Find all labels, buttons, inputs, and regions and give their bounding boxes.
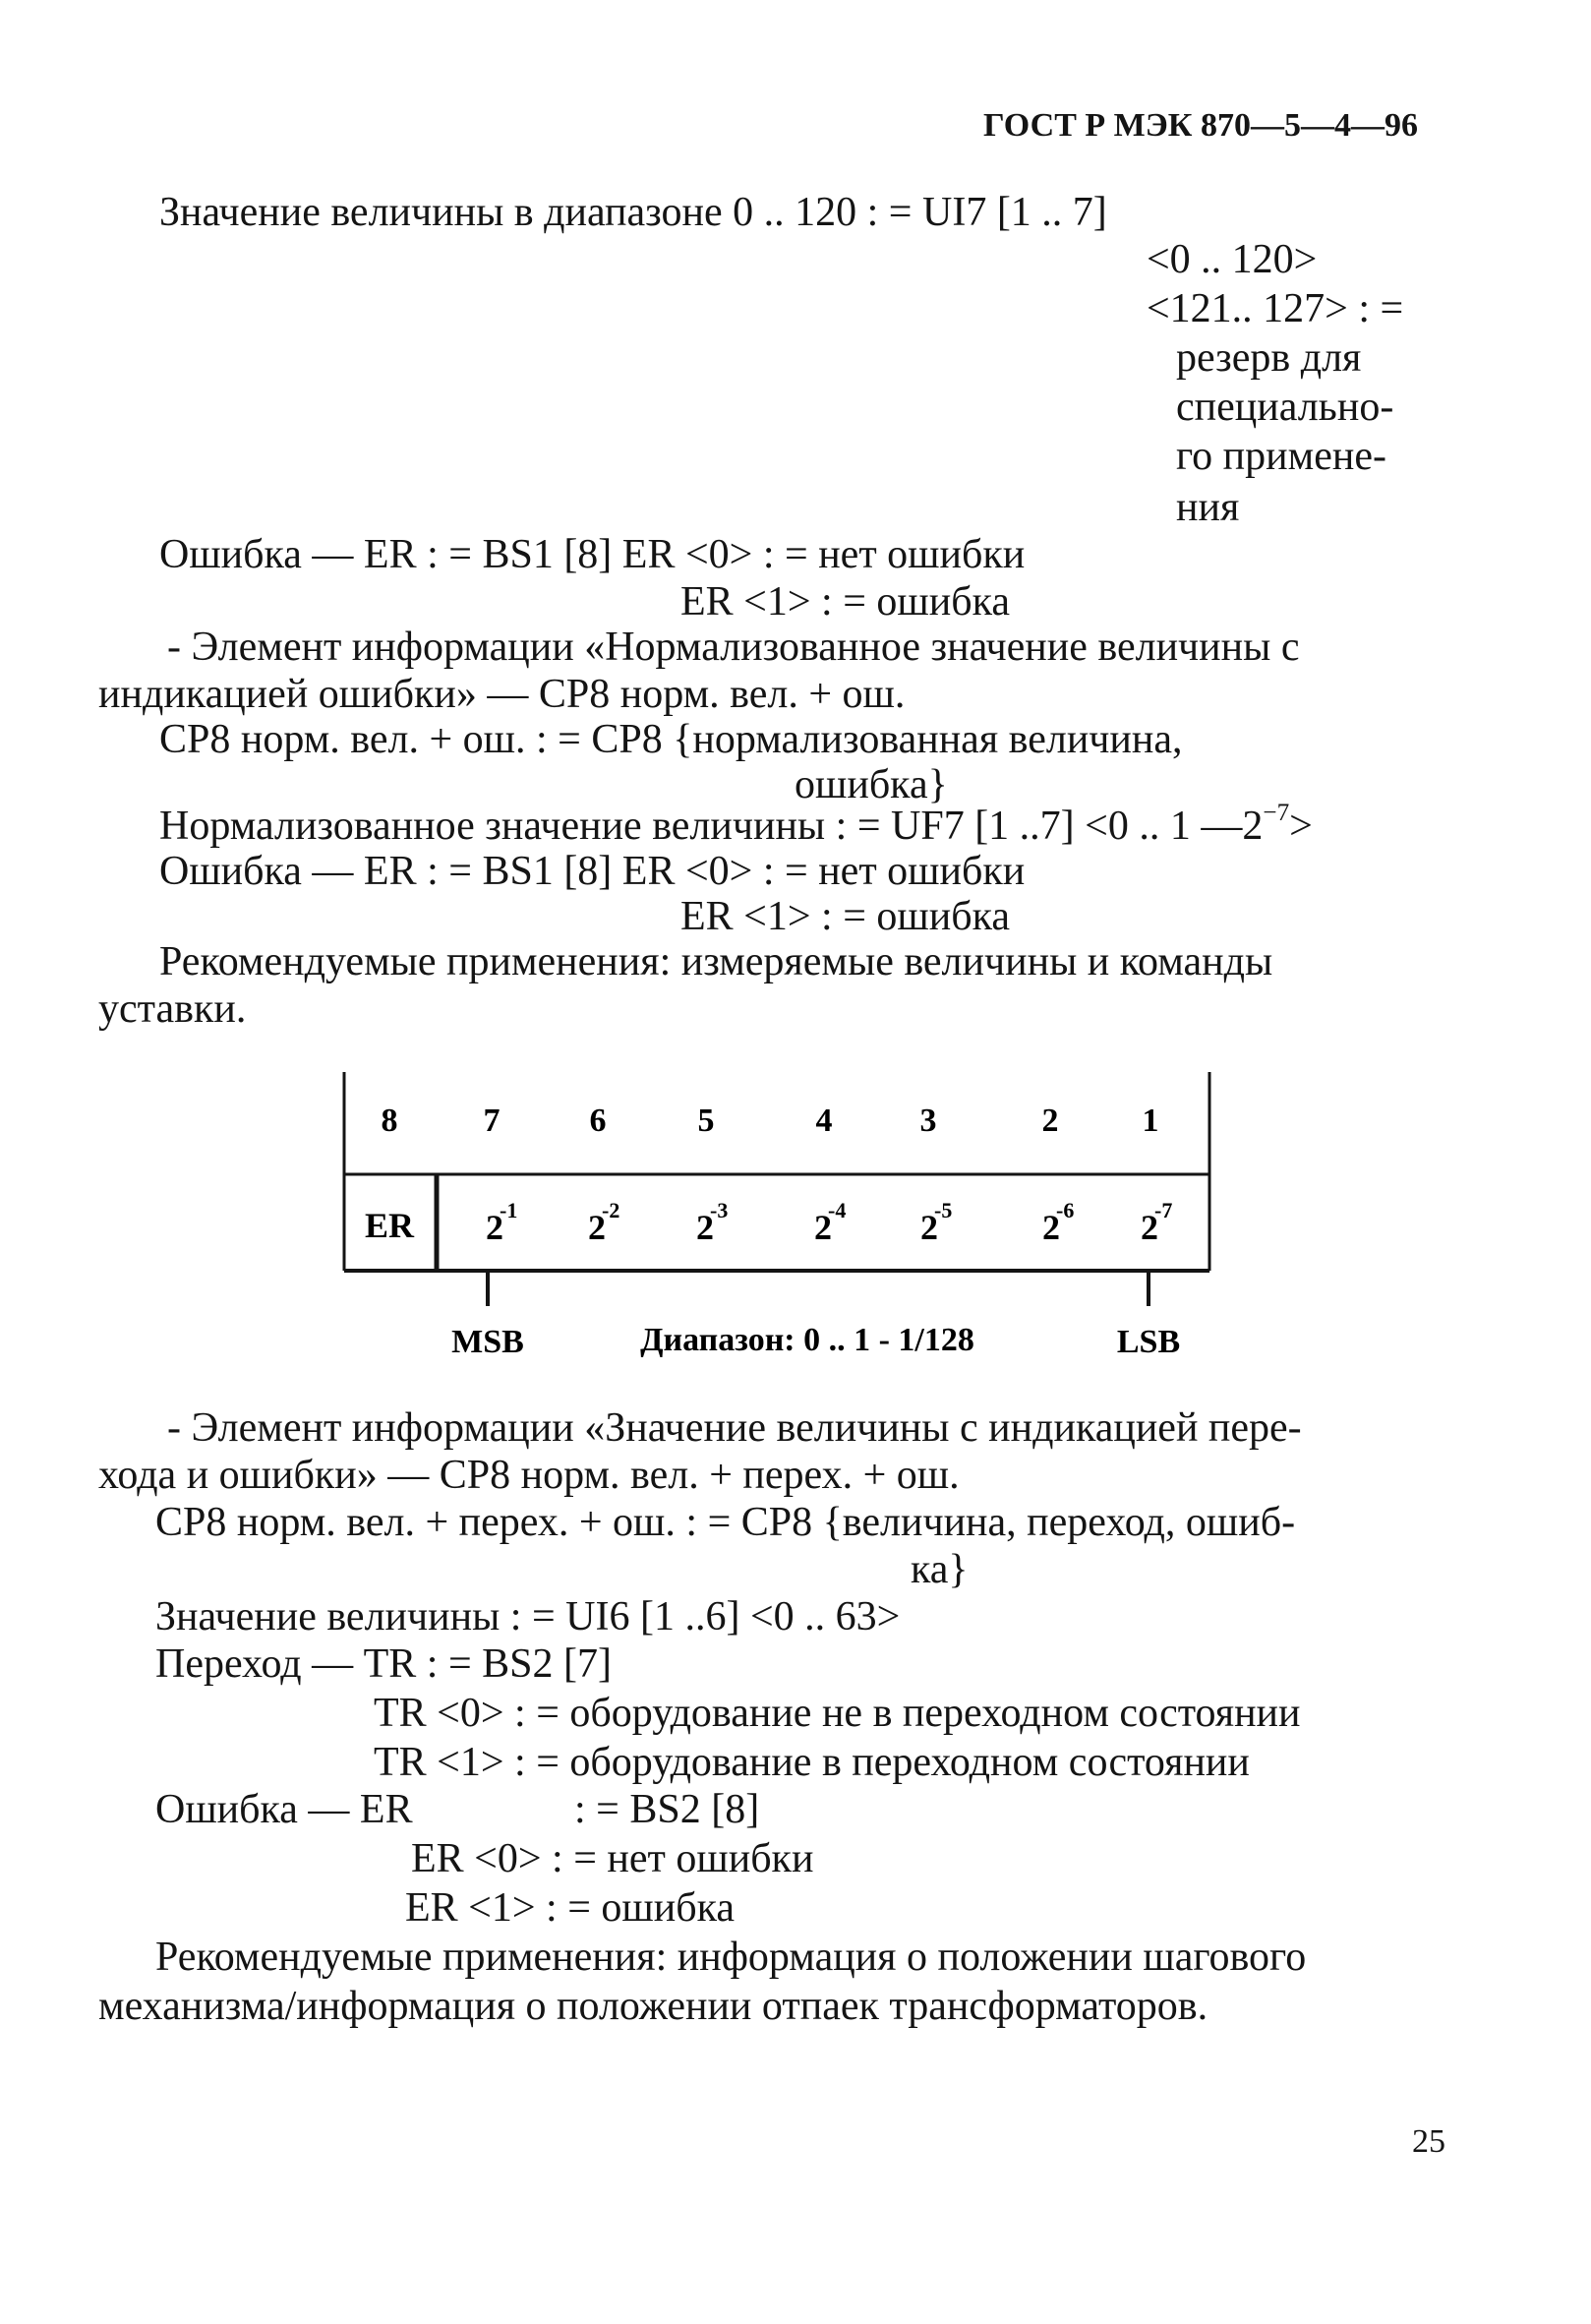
text-line: Рекомендуемые применения: измеряемые величины и команды: [159, 939, 1273, 984]
text-line: : = BS2 [8]: [574, 1787, 760, 1832]
text-line: TR <1> : = оборудование в переходном состоянии: [374, 1740, 1250, 1785]
text-line: ER <1> : = ошибка: [680, 579, 1010, 625]
text-line: ошибка}: [795, 762, 948, 807]
text-line: [159, 800, 1313, 850]
bit-number: 8: [381, 1102, 398, 1139]
diagram-frame: [344, 1072, 1209, 1306]
text-line: резерв для: [1176, 335, 1362, 381]
bit-weight: [1141, 1198, 1172, 1247]
bit-number: 5: [697, 1102, 715, 1139]
text-line: <0 .. 120>: [1147, 237, 1318, 282]
bit-number: 4: [815, 1102, 833, 1139]
range-label: Диапазон: 0 .. 1 - 1/128: [640, 1322, 974, 1358]
text-line: Ошибка — ER: [155, 1787, 413, 1832]
bit-number: 6: [589, 1102, 607, 1139]
text-line: Рекомендуемые применения: информация о положении шагового: [155, 1935, 1307, 1980]
bit-weight-exponent: -3: [710, 1198, 729, 1222]
bit-weight-base: 2: [588, 1208, 606, 1247]
bit-weight-exponent: -7: [1154, 1198, 1173, 1222]
text-line: хода и ошибки» — СР8 норм. вел. + перех. + ош.: [98, 1453, 960, 1498]
bit-weight: [696, 1198, 728, 1247]
bit-weight-base: 2: [696, 1208, 714, 1247]
bit-weight-exponent: -5: [934, 1198, 953, 1222]
bit-number: 1: [1142, 1102, 1159, 1139]
text-line: специально-: [1176, 385, 1394, 430]
bit-weight-exponent: -2: [602, 1198, 620, 1222]
bit-weight-exponent: -4: [828, 1198, 847, 1222]
text-line: индикацией ошибки» — СР8 норм. вел. + ош.: [98, 672, 906, 717]
bit-weight-base: 2: [920, 1208, 938, 1247]
bit-number: 3: [919, 1102, 937, 1139]
bit-weight-base: 2: [814, 1208, 832, 1247]
formula-text: Нормализованное значение величины : = UF7 [1 ..7] <0 .. 1 —2: [159, 804, 1264, 849]
text-line: СР8 норм. вел. + перех. + ош. : = СР8 {величина, переход, ошиб-: [155, 1500, 1296, 1545]
bit-weight: [920, 1198, 952, 1247]
bit-number: 2: [1041, 1102, 1059, 1139]
bit-weight: [814, 1198, 846, 1247]
er-cell-label: ER: [364, 1206, 415, 1245]
text-line: механизма/информация о положении отпаек трансформаторов.: [98, 1984, 1208, 2029]
bit-weight-base: 2: [1042, 1208, 1060, 1247]
bit-number: 7: [483, 1102, 501, 1139]
text-line: Значение величины в диапазоне 0 .. 120 : = UI7 [1 .. 7]: [159, 190, 1107, 235]
msb-label: MSB: [451, 1324, 524, 1360]
bit-weight-base: 2: [486, 1208, 503, 1247]
text-line: ка}: [911, 1547, 969, 1592]
text-line: TR <0> : = оборудование не в переходном состоянии: [374, 1691, 1301, 1736]
bit-weight-exponent: -6: [1056, 1198, 1075, 1222]
bit-weight: [486, 1198, 517, 1247]
page-number: 25: [1412, 2123, 1445, 2160]
bit-number-row: [382, 1102, 1159, 1139]
text-line: уставки.: [98, 986, 247, 1032]
text-line: Значение величины : = UI6 [1 ..6] <0 .. 63>: [155, 1594, 901, 1639]
lsb-label: LSB: [1116, 1324, 1181, 1360]
text-line: ER <1> : = ошибка: [680, 894, 1010, 939]
text-line: Переход — TR : = BS2 [7]: [155, 1641, 612, 1687]
text-line: Ошибка — ER : = BS1 [8] ER <0> : = нет ошибки: [159, 532, 1026, 577]
formula-exponent: −7: [1263, 800, 1290, 827]
text-line: - Элемент информации «Значение величины с индикацией пере-: [167, 1405, 1302, 1451]
bit-weight-row: [486, 1198, 1172, 1247]
bit-weight-base: 2: [1141, 1208, 1158, 1247]
document-header: ГОСТ Р МЭК 870—5—4—96: [983, 107, 1418, 144]
text-line: ER <1> : = ошибка: [405, 1885, 735, 1931]
bit-weight: [1042, 1198, 1074, 1247]
bit-field-diagram: [338, 1072, 1223, 1377]
text-line: ER <0> : = нет ошибки: [411, 1836, 814, 1881]
text-line: го примене-: [1176, 434, 1386, 479]
text-line: <121.. 127> : =: [1147, 286, 1404, 331]
formula-tail: >: [1289, 804, 1313, 849]
text-line: СР8 норм. вел. + ош. : = СР8 {нормализованная величина,: [159, 717, 1183, 762]
text-line: Ошибка — ER : = BS1 [8] ER <0> : = нет ошибки: [159, 849, 1026, 894]
bit-weight-exponent: -1: [500, 1198, 518, 1222]
text-line: ния: [1176, 485, 1240, 530]
text-line: - Элемент информации «Нормализованное значение величины с: [167, 625, 1300, 670]
bit-weight: [588, 1198, 619, 1247]
